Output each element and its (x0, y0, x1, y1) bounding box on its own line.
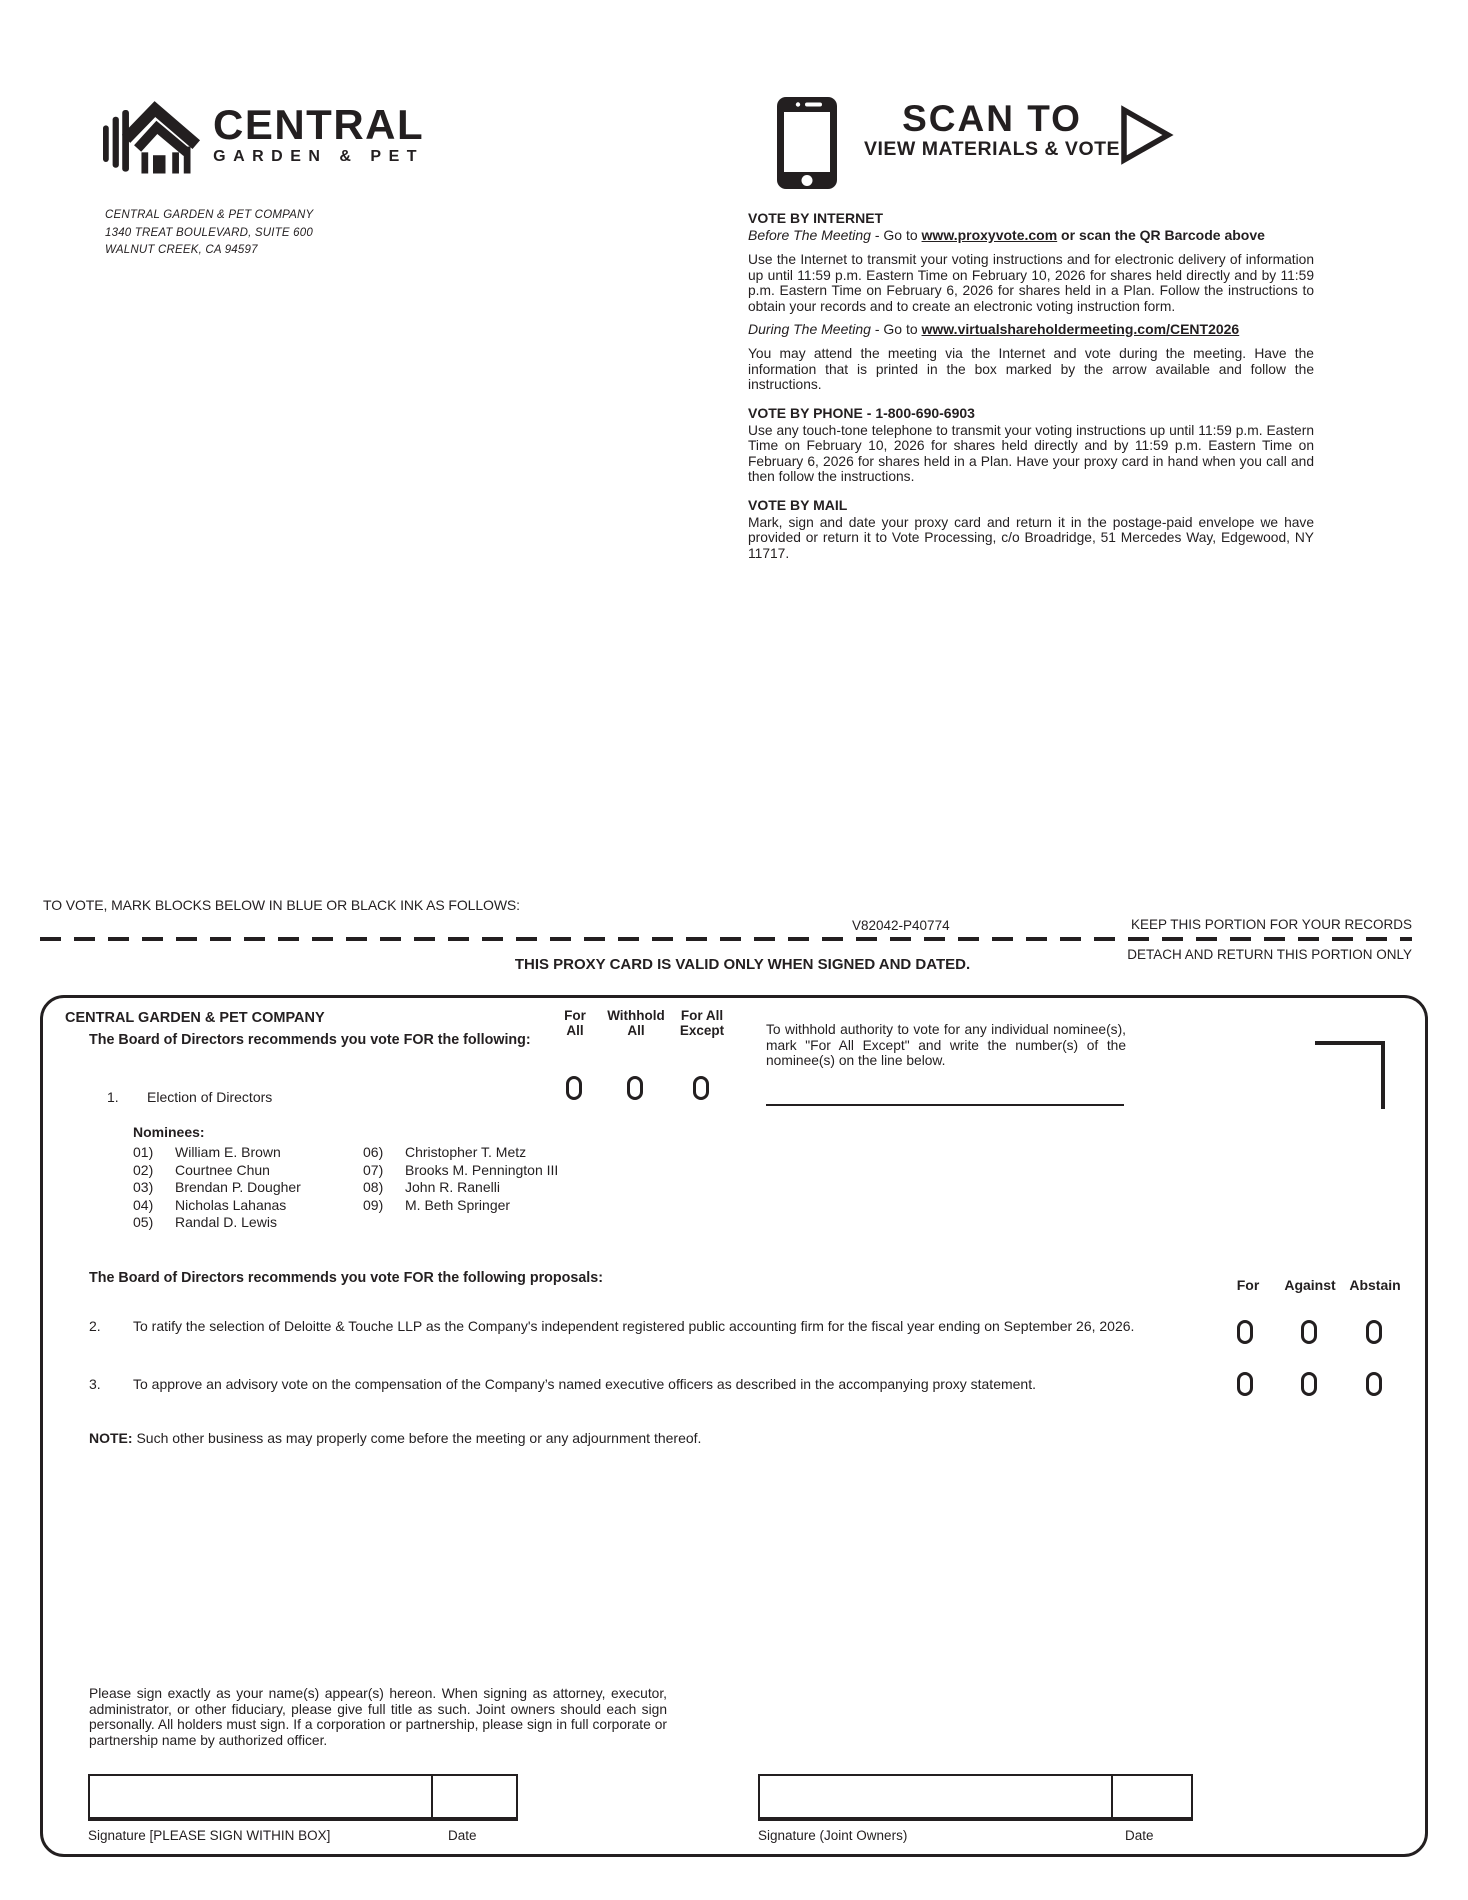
nominee-name: Courtnee Chun (175, 1161, 270, 1178)
detach-dashed-line (40, 937, 1412, 941)
note-text: Such other business as may properly come before the meeting or any adjournment thereof. (132, 1430, 702, 1446)
qr-hint: or scan the QR Barcode above (1057, 226, 1265, 243)
note-label: NOTE: (89, 1430, 133, 1446)
item-1-number: 1. (107, 1089, 119, 1105)
scan-banner (862, 100, 1122, 160)
checkbox-proposal3-against[interactable] (1301, 1372, 1317, 1396)
nominee-row (133, 1162, 301, 1180)
ballot-card (40, 995, 1428, 1857)
header-line: All (566, 1023, 584, 1038)
nominee-row (363, 1197, 558, 1215)
control-number: V82042-P40774 (852, 918, 950, 933)
keep-portion-note: KEEP THIS PORTION FOR YOUR RECORDS (1130, 917, 1412, 932)
phone-paragraph: Use any touch-tone telephone to transmit your voting instructions up until 11:59 p.m. Eastern Time on February 10, 2026 for shares held directly and by 11:59 p.m. Eastern Time on February 6, 2026 for shares held in a Plan. Have your proxy card in hand when you call and then follow the instructions. (748, 422, 1314, 485)
header-line: For (564, 1008, 586, 1023)
address-line: CENTRAL GARDEN & PET COMPANY (105, 209, 314, 221)
header-for-all-except (662, 1008, 742, 1038)
company-logo (103, 96, 424, 181)
header-line: Withhold (607, 1008, 665, 1023)
virtual-meeting-url: www.virtualshareholdermeeting.com/CENT2026 (921, 320, 1240, 337)
nominee-row (133, 1179, 301, 1197)
date-box-primary[interactable] (433, 1774, 518, 1821)
detach-return-note: DETACH AND RETURN THIS PORTION ONLY (1127, 947, 1412, 962)
nominee-number: 02) (133, 1161, 154, 1178)
header-for: For (1236, 1277, 1260, 1293)
checkbox-election-withhold-all[interactable] (627, 1076, 643, 1100)
corner-bracket-mark (1315, 1041, 1385, 1109)
board-recommendation-1: The Board of Directors recommends you vote FOR the following: (89, 1032, 531, 1048)
header-line: For All (680, 1008, 724, 1023)
smartphone-icon (775, 95, 839, 196)
before-meeting-line (748, 228, 1314, 244)
header-against: Against (1284, 1277, 1336, 1293)
nominee-number: 03) (133, 1179, 154, 1196)
scan-banner-subtitle: VIEW MATERIALS & VOTE (863, 138, 1121, 160)
nominee-name: William E. Brown (175, 1144, 281, 1160)
date-primary-label: Date (448, 1828, 477, 1843)
nominees-heading: Nominees: (133, 1124, 205, 1140)
nominee-row (133, 1144, 301, 1162)
nominee-row (133, 1214, 301, 1232)
goto-text: - Go to (870, 226, 922, 243)
checkbox-proposal2-against[interactable] (1301, 1320, 1317, 1344)
for-all-except-write-line[interactable] (766, 1072, 1124, 1106)
joint-signature-row (758, 1774, 1193, 1821)
sign-instructions: Please sign exactly as your name(s) appear(s) hereon. When signing as attorney, executor, administrator, or other fiduciary, please give full title as such. Joint owners should each sign personally. All holders must sign. If a corporation or partnership, please sign in full corporate or partnership name by authorized officer. (89, 1686, 667, 1748)
vote-instructions (748, 211, 1314, 568)
signature-box-joint[interactable] (758, 1774, 1113, 1821)
nominees-column-1 (133, 1144, 301, 1232)
proposal-2-number: 2. (89, 1318, 101, 1334)
company-address (105, 207, 313, 260)
nominee-number: 09) (363, 1196, 384, 1213)
nominee-row (363, 1162, 558, 1180)
card-company-title: CENTRAL GARDEN & PET COMPANY (65, 1010, 325, 1026)
header-abstain: Abstain (1349, 1277, 1401, 1293)
checkbox-proposal2-for[interactable] (1237, 1320, 1253, 1344)
nominee-name: John R. Ranelli (405, 1179, 500, 1196)
internet-paragraph: Use the Internet to transmit your voting instructions and for electronic delivery of information up until 11:59 p.m. Eastern Time on February 10, 2026 for shares held directly and by 11:59 p.m. Eastern Time on February 6, 2026 for shares held in a Plan. Follow the instructions to obtain your records and to create an electronic voting instruction form. (748, 252, 1314, 314)
address-line: 1340 TREAT BOULEVARD, SUITE 600 (105, 226, 313, 239)
checkbox-election-for-all-except[interactable] (693, 1076, 709, 1100)
signature-box-primary[interactable] (88, 1774, 433, 1821)
scan-banner-title: SCAN TO (902, 98, 1082, 139)
before-meeting-label: Before The Meeting (748, 226, 871, 243)
nominee-number: 07) (363, 1161, 384, 1178)
nominee-name: Brendan P. Dougher (175, 1179, 301, 1196)
date-joint-label: Date (1125, 1828, 1154, 1843)
nominees-column-2 (363, 1144, 558, 1214)
mark-blocks-instruction: TO VOTE, MARK BLOCKS BELOW IN BLUE OR BLACK INK AS FOLLOWS: (43, 897, 520, 913)
arrow-right-icon (1118, 104, 1174, 171)
nominee-name: M. Beth Springer (405, 1196, 511, 1213)
during-meeting-paragraph: You may attend the meeting via the Internet and vote during the meeting. Have the information that is printed in the box marked by the arrow available and follow the instructions. (748, 346, 1314, 393)
proxyvote-url: www.proxyvote.com (921, 226, 1058, 243)
proposal-2-text: To ratify the selection of Deloitte & Touche LLP as the Company's independent registered public accounting firm for the fiscal year ending on September 26, 2026. (133, 1318, 1135, 1334)
mail-paragraph: Mark, sign and date your proxy card and return it in the postage-paid envelope we have provided or return it to Vote Processing, c/o Broadridge, 51 Mercedes Way, Edgewood, NY 11717. (748, 514, 1314, 561)
vote-by-internet-heading: VOTE BY INTERNET (748, 210, 884, 226)
during-meeting-line (748, 322, 1314, 338)
nominee-number: 06) (363, 1144, 384, 1160)
date-box-joint[interactable] (1113, 1774, 1193, 1821)
proposal-3-text: To approve an advisory vote on the compensation of the Company’s named executive officers as described in the accompanying proxy statement. (133, 1376, 1036, 1392)
nominee-name: Brooks M. Pennington III (405, 1161, 559, 1178)
withhold-authority-note: To withhold authority to vote for any individual nominee(s), mark "For All Except" and write the number(s) of the nominee(s) on the line below. (766, 1022, 1126, 1069)
company-logo-icon (103, 96, 203, 181)
nominee-number: 05) (133, 1214, 154, 1231)
nominee-row (363, 1144, 558, 1162)
nominee-number: 04) (133, 1196, 154, 1213)
header-line: Except (679, 1023, 725, 1038)
header-line: All (627, 1023, 645, 1038)
address-line: WALNUT CREEK, CA 94597 (105, 244, 258, 256)
nominee-name: Christopher T. Metz (405, 1144, 527, 1160)
nominee-number: 08) (363, 1179, 384, 1196)
signature-joint-label: Signature (Joint Owners) (758, 1828, 908, 1843)
item-1-label: Election of Directors (147, 1089, 273, 1105)
other-business-note (89, 1430, 701, 1446)
checkbox-proposal3-abstain[interactable] (1366, 1372, 1382, 1396)
logo-tagline: GARDEN & PET (213, 148, 425, 165)
vote-by-mail-heading: VOTE BY MAIL (748, 496, 848, 513)
primary-signature-row (88, 1774, 518, 1821)
checkbox-election-for-all[interactable] (566, 1076, 582, 1100)
nominee-row (133, 1197, 301, 1215)
nominee-name: Randal D. Lewis (175, 1214, 277, 1231)
nominee-name: Nicholas Lahanas (175, 1196, 287, 1213)
nominee-row (363, 1179, 558, 1197)
during-meeting-label: During The Meeting (748, 320, 871, 337)
goto-text: - Go to (870, 320, 922, 337)
signature-primary-label: Signature [PLEASE SIGN WITHIN BOX] (88, 1828, 331, 1843)
checkbox-proposal3-for[interactable] (1237, 1372, 1253, 1396)
nominee-number: 01) (133, 1144, 154, 1160)
board-recommendation-2: The Board of Directors recommends you vote FOR the following proposals: (89, 1270, 603, 1286)
vote-by-phone-heading: VOTE BY PHONE - 1-800-690-6903 (748, 404, 975, 421)
logo-wordmark: CENTRAL (213, 101, 425, 148)
proposal-3-number: 3. (89, 1376, 101, 1392)
valid-when-signed-note: THIS PROXY CARD IS VALID ONLY WHEN SIGNED AND DATED. (514, 956, 971, 973)
checkbox-proposal2-abstain[interactable] (1366, 1320, 1382, 1344)
